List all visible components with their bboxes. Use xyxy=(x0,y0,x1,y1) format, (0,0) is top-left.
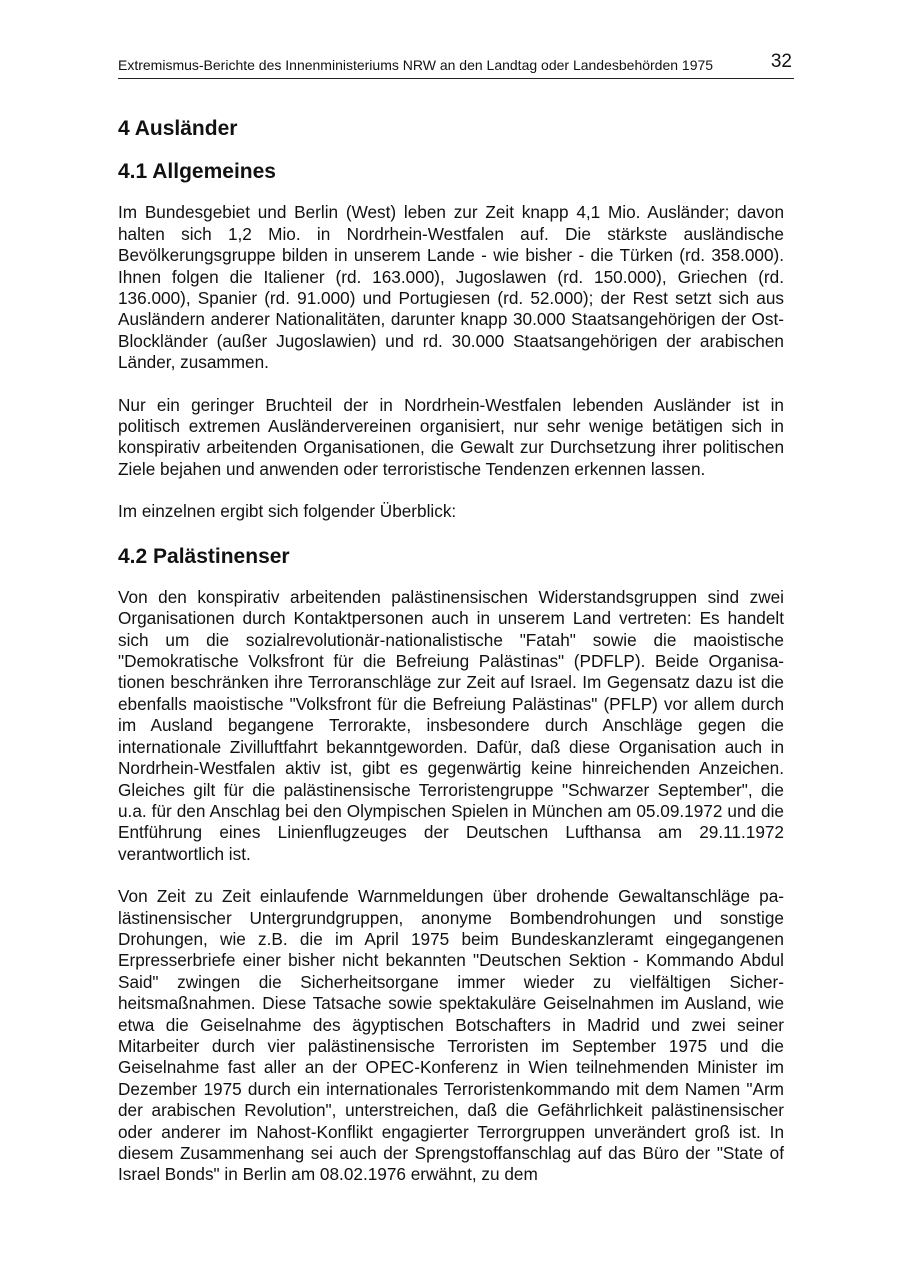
paragraph: Von Zeit zu Zeit einlaufende Warnmeldungen über drohende Gewaltanschläge palästinensischer Untergrundgruppen, anonyme Bombendrohungen und sonstige Drohungen, wie z.B. die im April 1975 beim Bundeskanzleramt eingegangenen Erpresserbriefe einer bisher nicht bekannten "Deutschen Sektion - Kommando Abdul Said" zwingen die Sicherheitsorgane immer wieder zu vielfältigen Sicherheitsmaßnahmen. Diese Tatsache sowie spektakuläre Geiselnahmen im Ausland, wie etwa die Geiselnahme des ägyptischen Botschafters in Madrid und zwei seiner Mitarbeiter durch vier palästinensische Terroristen im September 1975 und die Geiselnahme fast aller an der OPEC-Konferenz in Wien teilnehmenden Minister im Dezember 1975 durch ein internationales Terroristenkommando mit dem Namen "Arm der arabischen Revolution", unterstreichen, daß die Gefährlichkeit palästinensischer oder anderer im Nahost-Konflikt engagierter Terrorgruppen unverändert groß ist. In diesem Zusammenhang sei auch der Sprengstoffanschlag auf das Büro der "State of Israel Bonds" in Berlin am 08.02.1976 erwähnt, zu dem xyxy=(118,886,784,1185)
page-number: 32 xyxy=(770,51,792,72)
running-title: Extremismus-Berichte des Innenministeriums NRW an den Landtag oder Landesbehörden 1975 xyxy=(118,57,714,73)
running-header xyxy=(118,50,794,79)
paragraph: Nur ein geringer Bruchteil der in Nordrhein-Westfalen lebenden Ausländer ist in politisch extremen Ausländervereinen organisiert, nur sehr wenige betätigen sich in konspirativ arbeitenden Organisationen, die Gewalt zur Durchsetzung ihrer politischen Ziele bejahen und anwenden oder terroristische Tendenzen erkennen lassen. xyxy=(118,394,784,479)
section-heading-4-2: 4.2 Palästinenser xyxy=(118,544,290,568)
chapter-heading: 4 Ausländer xyxy=(118,117,238,140)
section-heading-4-1: 4.1 Allgemeines xyxy=(118,160,276,184)
paragraph: Von den konspirativ arbeitenden palästinensischen Widerstandsgruppen sind zwei Organisationen durch Kontaktpersonen auch in unserem Land vertreten: Es handelt sich um die sozialrevolutionär-nationalistische "Fatah" sowie die maoistische "Demokratische Volksfront für die Befreiung Palästinas" (PDFLP). Beide Organisationen beschränken ihre Terroranschläge zur Zeit auf Israel. Im Gegensatz dazu ist die ebenfalls maoistische "Volksfront für die Befreiung Palästinas" (PFLP) vor allem durch im Ausland begangene Terrorakte, insbesondere durch Anschläge gegen die internationale Zivilluftfahrt bekanntgeworden. Dafür, daß diese Organisation auch in Nordrhein-Westfalen aktiv ist, gibt es gegenwärtig keine hinreichenden Anzeichen. Gleiches gilt für die palästinensische Terroristengruppe "Schwarzer September", die u.a. für den Anschlag bei den Olympischen Spielen in München am 05.09.1972 und die Entführung eines Linienflugzeuges der Deutschen Lufthansa am 29.11.1972 verantwortlich ist. xyxy=(118,586,784,864)
document-body xyxy=(118,116,784,1207)
paragraph: Im Bundesgebiet und Berlin (West) leben zur Zeit knapp 4,1 Mio. Ausländer; davon halten sich 1,2 Mio. in Nordrhein-Westfalen auf. Die stärkste ausländische Bevölkerungsgruppe bilden in unserem Lande - wie bisher - die Türken (rd. 358.000). Ihnen folgen die Italiener (rd. 163.000), Jugoslawen (rd. 150.000), Griechen (rd. 136.000), Spanier (rd. 91.000) und Portugiesen (rd. 52.000); der Rest setzt sich aus Ausländern anderer Nationalitäten, darunter knapp 30.000 Staatsangehörigen der Ost-Blockländer (außer Jugoslawien) und rd. 30.000 Staatsangehörigen der arabischen Länder, zusammen. xyxy=(118,202,784,373)
paragraph: Im einzelnen ergibt sich folgender Überblick: xyxy=(118,501,457,522)
